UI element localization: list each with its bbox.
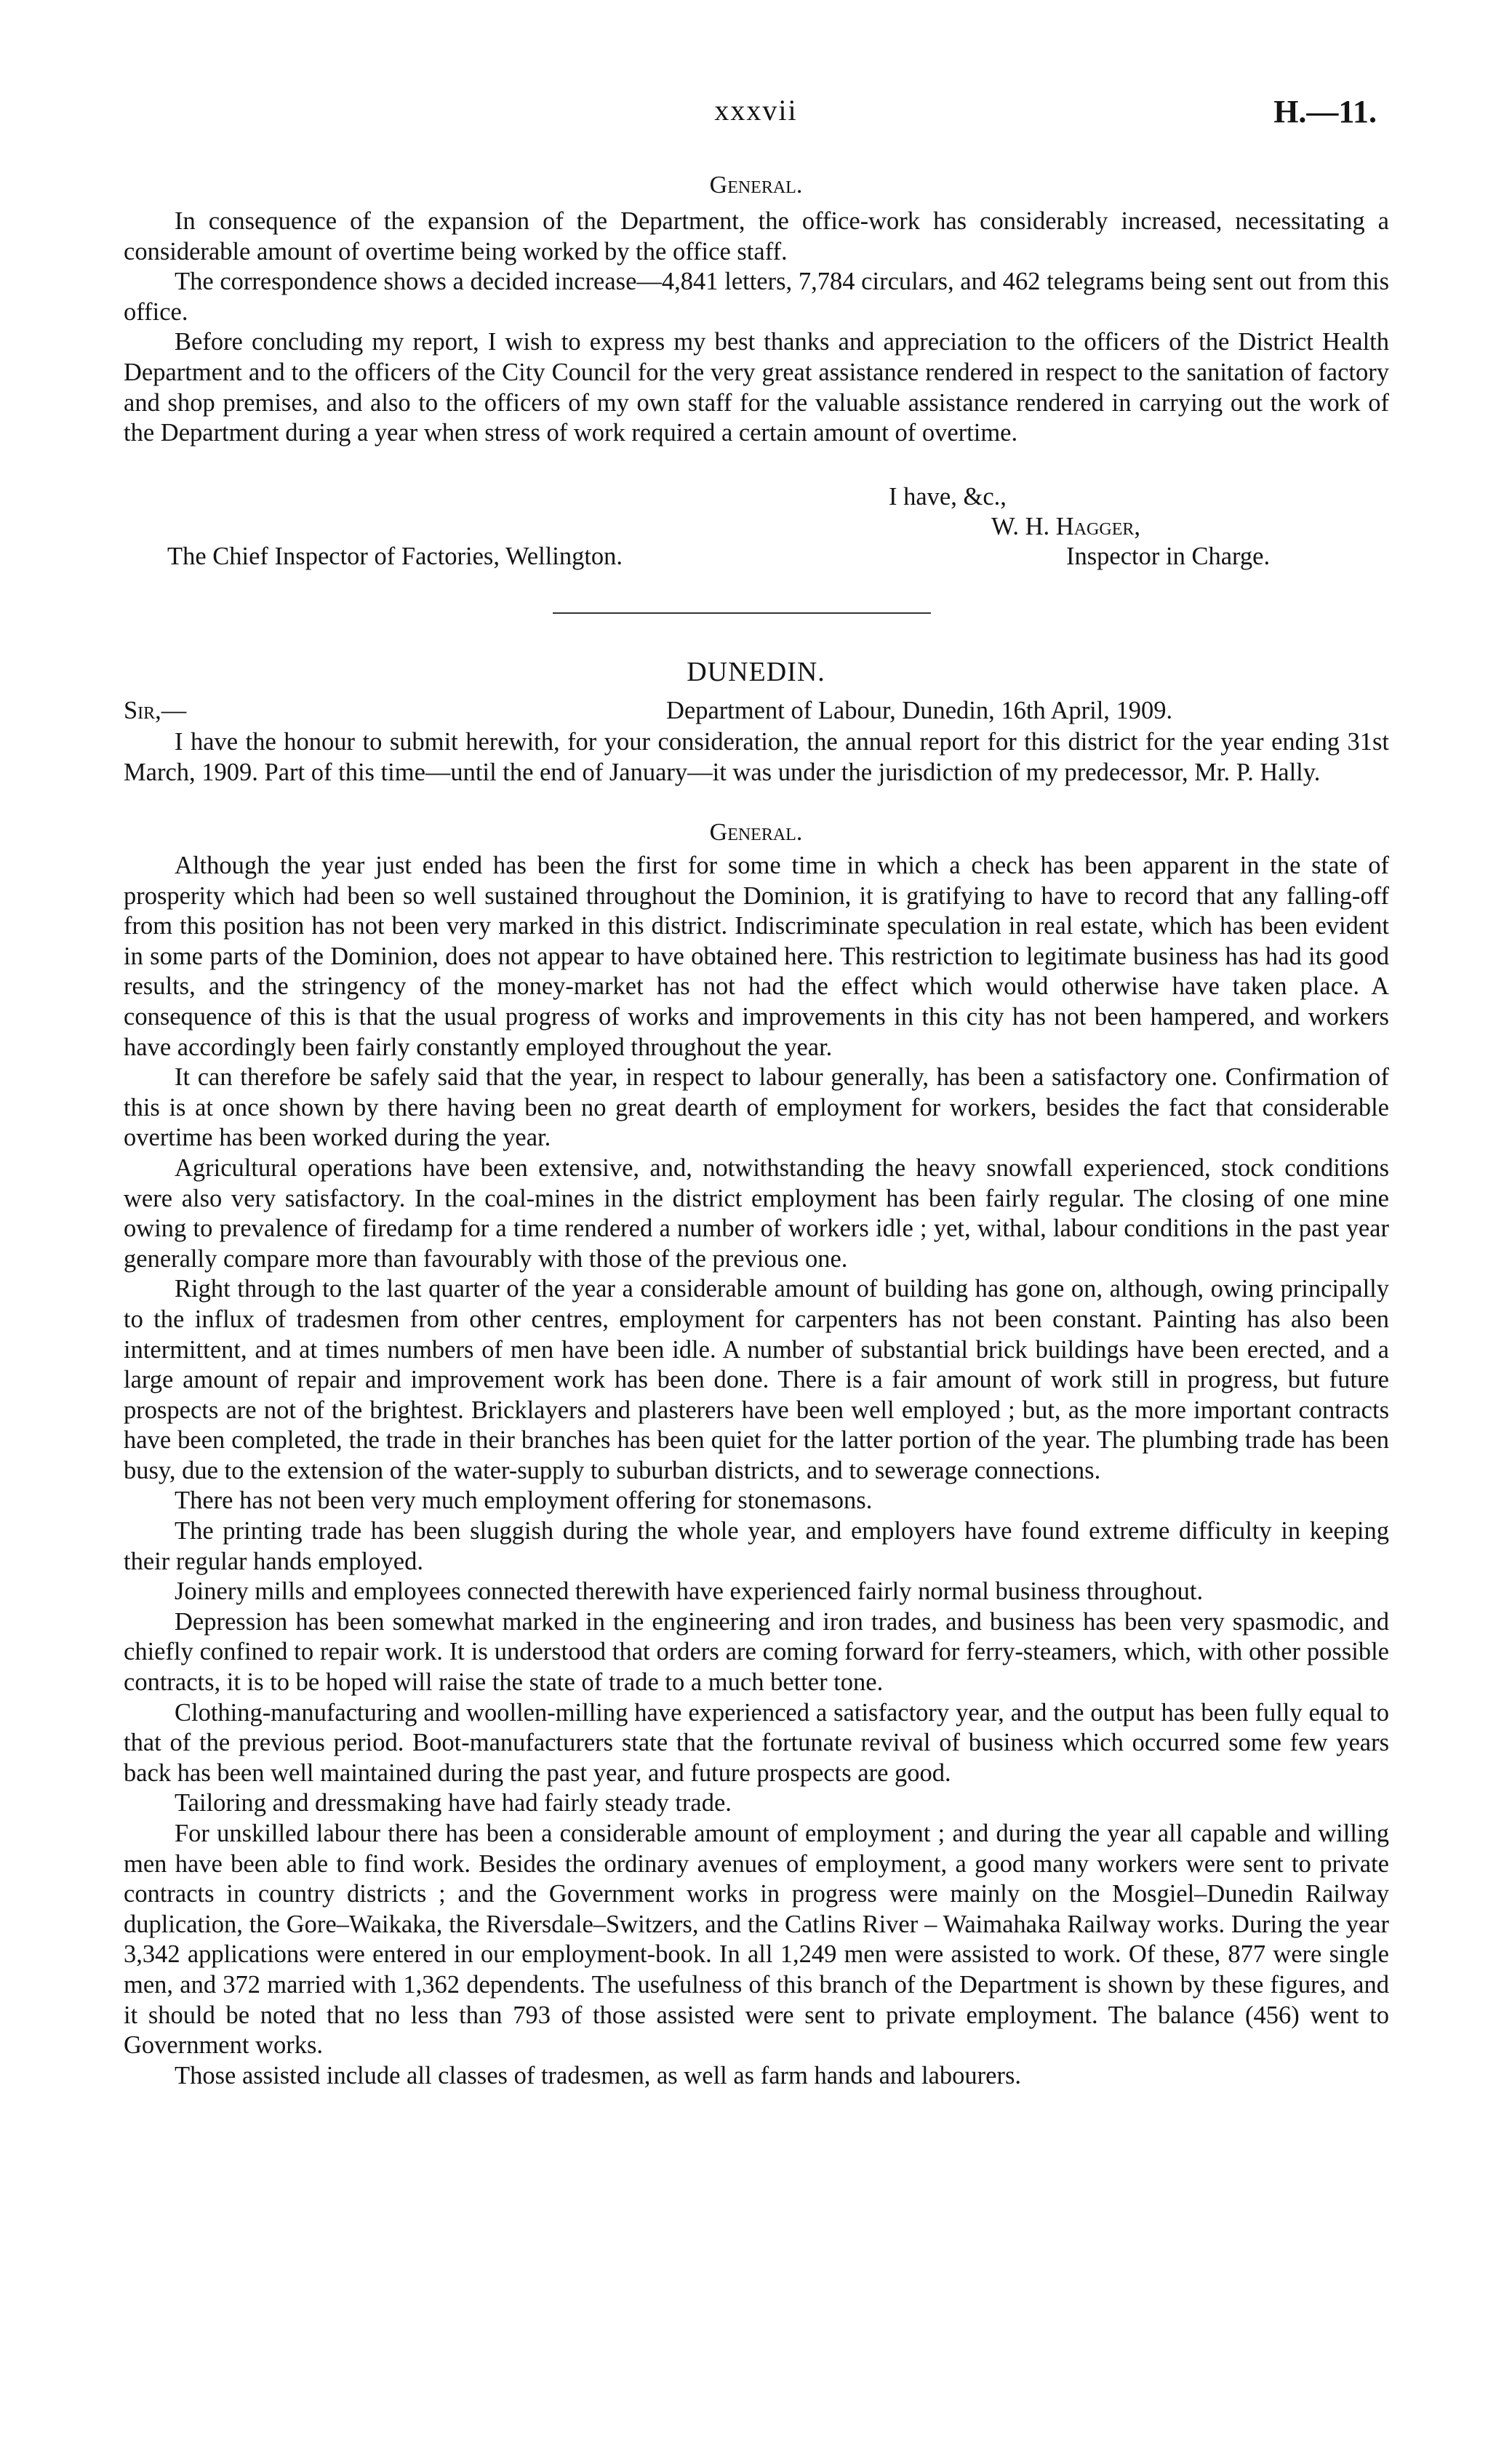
section-heading-general: General. bbox=[709, 172, 803, 199]
subheading-general: General. bbox=[709, 819, 803, 846]
paragraph: The correspondence shows a decided increase—4,841 letters, 7,784 circulars, and 462 telegrams being sent out from this office. bbox=[124, 268, 1389, 326]
paragraph: I have the honour to submit herewith, for your consideration, the annual report for this district for the year ending 31st March, 1909. Part of this time—until the end of January—it was under the jurisdiction of my predecessor, Mr. P. Hally. bbox=[124, 728, 1389, 786]
paragraph: It can therefore be safely said that the year, in respect to labour generally, has been a satisfactory one. Confirmation of this is at once shown by there having been no great dearth of employment for workers, besides the fact that considerable overtime has been worked during the year. bbox=[124, 1063, 1389, 1152]
letter-closing: I have, &c., bbox=[889, 483, 1007, 511]
signature-name: W. H. Hagger, bbox=[991, 513, 1141, 540]
section-divider bbox=[553, 612, 931, 614]
paragraph: The printing trade has been sluggish during the whole year, and employers have found extreme difficulty in keeping their regular hands employed. bbox=[124, 1517, 1389, 1575]
paragraph: Although the year just ended has been the first for some time in which a check has been apparent in the state of prosperity which had been so well sustained throughout the Dominion, it is gratifying to have to record that any falling-off from this position has not been very marked in this district. Indiscriminate speculation in real estate, which has been evident in some parts of the Dominion, does not appear to have obtained here. This restriction to legitimate business has had its good results, and the stringency of the money-market has not had the effect which would otherwise have taken place. A consequence of this is that the usual progress of works and improvements in this city has not been hampered, and workers have accordingly been fairly constantly employed throughout the year. bbox=[124, 852, 1389, 1061]
page-header bbox=[0, 93, 1512, 137]
section1-body bbox=[124, 207, 1389, 449]
signature-title: Inspector in Charge. bbox=[1066, 543, 1271, 570]
paragraph: Agricultural operations have been extensive, and, notwithstanding the heavy snowfall experienced, stock conditions were also very satisfactory. In the coal-mines in the district employment has been fairly regular. The closing of one mine owing to prevalence of firedamp for a time rendered a number of workers idle ; yet, withal, labour conditions in the past year generally compare more than favourably with those of the previous one. bbox=[124, 1153, 1389, 1273]
paragraph: Clothing-manufacturing and woollen-milling have experienced a satisfactory year, and the output has been fully equal to that of the previous period. Boot-manufacturers state that the fortunate revival of business which occurred some few years back has been well maintained during the past year, and future prospects are good. bbox=[124, 1698, 1389, 1787]
paragraph: Right through to the last quarter of the year a considerable amount of building has gone on, although, owing principally to the influx of tradesmen from other centres, employment for carpenters has not been constant. Painting has also been intermittent, and at times numbers of men have been idle. A number of substantial brick buildings have been erected, and a large amount of repair and improvement work has been done. There is a fair amount of work still in progress, but future prospects are not of the brightest. Bricklayers and plasterers have been well employed ; but, as the more important contracts have been completed, the trade in their branches has been quiet for the latter portion of the year. The plumbing trade has been busy, due to the extension of the water-supply to suburban districts, and to sewerage connections. bbox=[124, 1275, 1389, 1484]
dateline: Department of Labour, Dunedin, 16th April, 1909. bbox=[666, 697, 1173, 724]
paragraph: Tailoring and dressmaking have had fairly steady trade. bbox=[175, 1789, 732, 1817]
paragraph: Those assisted include all classes of tradesmen, as well as farm hands and labourers. bbox=[175, 2061, 1022, 2089]
paragraph: Before concluding my report, I wish to express my best thanks and appreciation to the officers of the District Health Department and to the officers of the City Council for the very great assistance rendered in respect to the sanitation of factory and shop premises, and also to the officers of my own staff for the valuable assistance rendered in carrying out the work of the Department during a year when stress of work required a certain amount of overtime. bbox=[124, 328, 1389, 447]
paragraph: For unskilled labour there has been a considerable amount of employment ; and during the year all capable and willing men have been able to find work. Besides the ordinary avenues of employment, a good many workers were sent to private contracts in country districts ; and the Government works in progress were mainly on the Mosgiel–Dunedin Railway duplication, the Gore–Waikaka, the Riversdale–Switzers, and the Catlins River – Waimahaka Railway works. During the year 3,342 applications were entered in our employment-book. In all 1,249 men were assisted to work. Of these, 877 were single men, and 372 married with 1,362 dependents. The usefulness of this branch of the Department is shown by these figures, and it should be noted that no less than 793 of those assisted were sent to private employment. The balance (456) went to Government works. bbox=[124, 1820, 1389, 2060]
page-number: xxxvii bbox=[714, 94, 798, 127]
paragraph: There has not been very much employment offering for stonemasons. bbox=[175, 1487, 873, 1515]
paragraph: In consequence of the expansion of the Department, the office-work has considerably increased, necessitating a considerable amount of overtime being worked by the office staff. bbox=[124, 207, 1389, 265]
addressee: The Chief Inspector of Factories, Wellington. bbox=[167, 543, 623, 570]
document-reference: H.—11. bbox=[1273, 94, 1377, 129]
section-title-dunedin: DUNEDIN. bbox=[687, 657, 825, 687]
paragraph: Depression has been somewhat marked in the engineering and iron trades, and business has been very spasmodic, and chiefly confined to repair work. It is understood that orders are coming forward for ferry-steamers, which, with other possible contracts, it is to be hoped will raise the state of trade to a much better tone. bbox=[124, 1607, 1389, 1697]
paragraph: Joinery mills and employees connected therewith have experienced fairly normal business throughout. bbox=[175, 1577, 1204, 1606]
section2-body bbox=[124, 851, 1389, 2091]
introduction bbox=[124, 727, 1389, 788]
salutation: Sir,— bbox=[124, 697, 187, 724]
